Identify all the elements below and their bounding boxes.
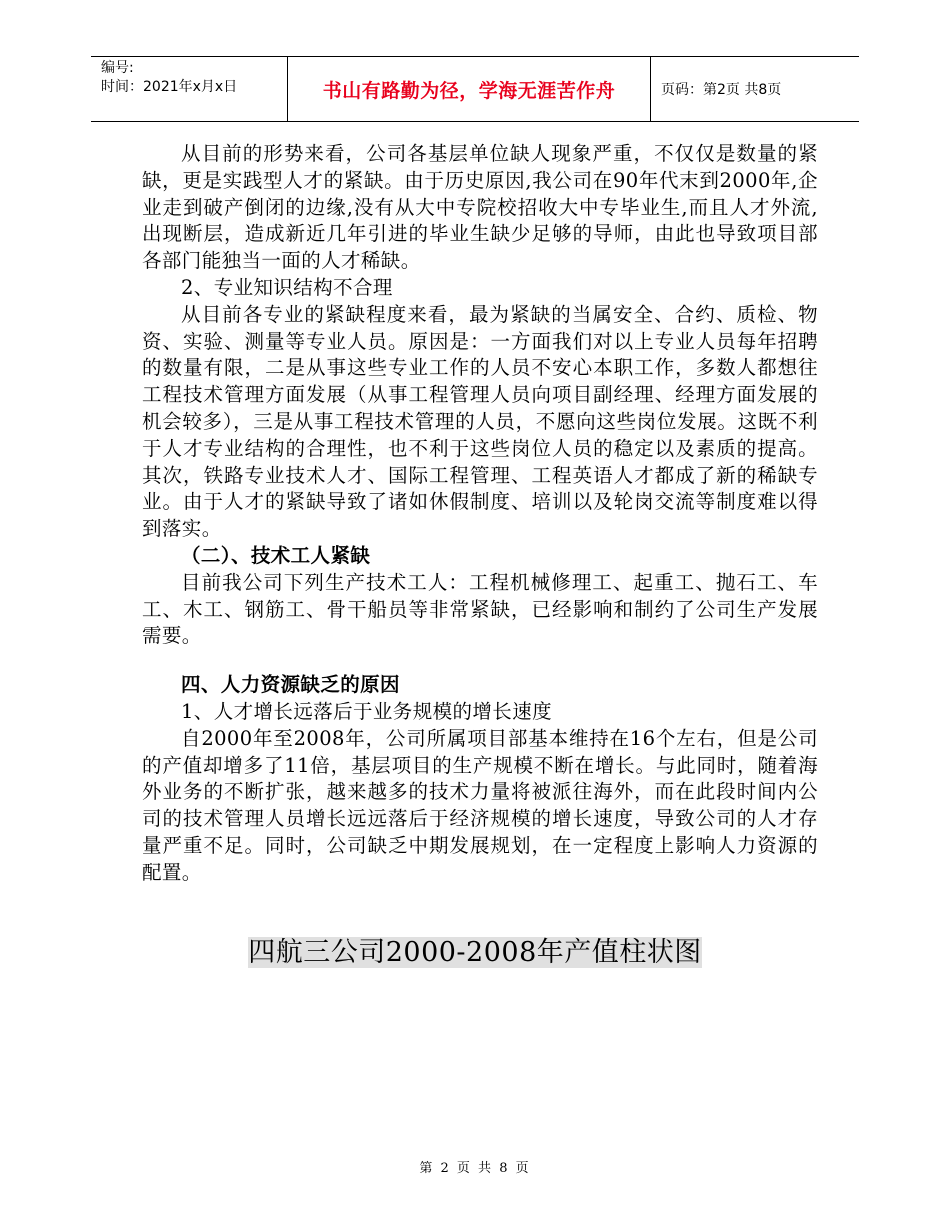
paragraph-structure-detail: 从目前各专业的紧缺程度来看，最为紧缺的当属安全、合约、质检、物资、实验、测量等专业人员。原因是：一方面我们对以上专业人员每年招聘的数量有限，二是从事这些专业工作的人员不安心本职工作，多数人都想往工程技术管理方面发展（从事工程管理人员向项目副经理、经理方面发展的机会较多），三是从事工程技术管理的人员，不愿向这些岗位发展。这既不利于人才专业结构的合理性，也不利于这些岗位人员的稳定以及素质的提高。其次，铁路专业技术人才、国际工程管理、工程英语人才都成了新的稀缺专业。由于人才的紧缺导致了诸如休假制度、培训以及轮岗交流等制度难以得到落实。 bbox=[142, 302, 818, 541]
header-page-info-text: 页码：第2页 共8页 bbox=[661, 82, 782, 98]
header-page-info bbox=[651, 57, 859, 121]
header-time-label: 时间：2021年x月x日 bbox=[101, 79, 238, 95]
header-motto bbox=[287, 57, 651, 121]
chart-caption-part3: 年产值柱状图 bbox=[536, 937, 702, 968]
page-header bbox=[91, 56, 859, 122]
header-motto-text: 书山有路勤为径，学海无涯苦作舟 bbox=[322, 79, 616, 102]
chart-caption-part1: 四航三公司 bbox=[248, 937, 386, 968]
paragraph-subheading-structure: 2、专业知识结构不合理 bbox=[181, 275, 393, 299]
paragraph-growth-detail: 自2000年至2008年，公司所属项目部基本维持在16个左右，但是公司的产值却增多了11倍，基层项目的生产规模不断在增长。与此同时，随着海外业务的不断扩张，越来越多的技术力量将被派往海外，而在此段时间内公司的技术管理人员增长远远落后于经济规模的增长速度，导致公司的人才存量严重不足。同时，公司缺乏中期发展规划，在一定程度上影响人力资源的配置。 bbox=[142, 726, 818, 884]
chart-caption-part2: 2000-2008 bbox=[385, 937, 537, 968]
paragraph-subheading-growth: 1、人才增长远落后于业务规模的增长速度 bbox=[181, 699, 553, 723]
footer-page-number: 第 2 页 共 8 页 bbox=[419, 1161, 531, 1176]
page-footer bbox=[0, 1157, 950, 1176]
header-code-label: 编号: bbox=[101, 60, 134, 76]
paragraph-talent-shortage: 从目前的形势来看，公司各基层单位缺人现象严重，不仅仅是数量的紧缺，更是实践型人才的紧缺。由于历史原因,我公司在90年代末到2000年,企业走到破产倒闭的边缘,没有从大中专院校招收大中专毕业生,而且人才外流,出现断层，造成新近几年引进的毕业生缺少足够的导师，由此也导致项目部各部门能独当一面的人才稀缺。 bbox=[142, 142, 818, 273]
paragraph-technical-workers: 目前我公司下列生产技术工人：工程机械修理工、起重工、抛石工、车工、木工、钢筋工、骨干船员等非常紧缺，已经影响和制约了公司生产发展需要。 bbox=[142, 570, 818, 648]
header-meta bbox=[91, 57, 287, 121]
section-heading-reasons: 四、人力资源缺乏的原因 bbox=[181, 673, 400, 697]
chart-caption bbox=[0, 936, 950, 970]
document-body bbox=[142, 141, 818, 887]
section-heading-technical-workers: （二）、技术工人紧缺 bbox=[181, 543, 371, 567]
spacer bbox=[142, 650, 818, 672]
